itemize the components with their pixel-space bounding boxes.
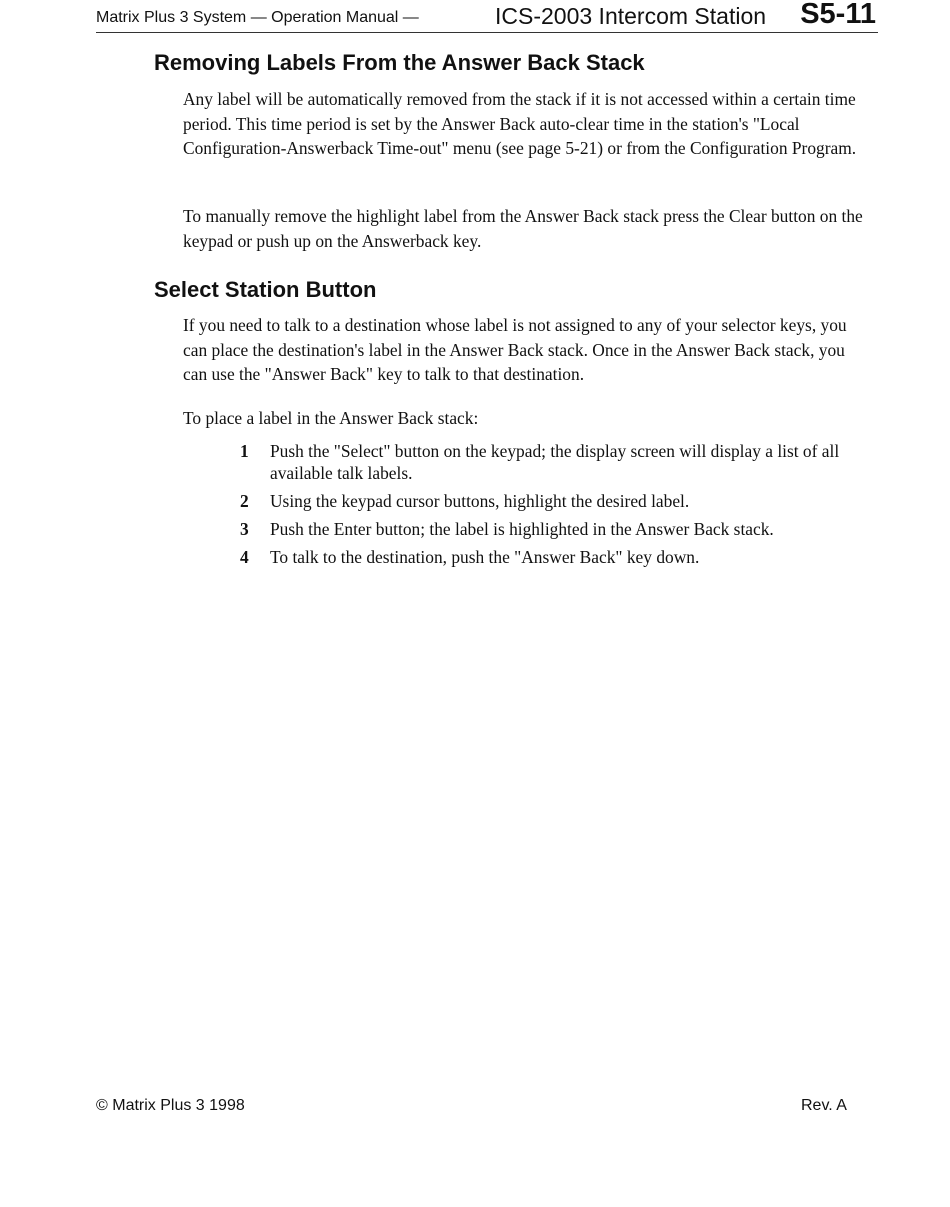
step-text: To talk to the destination, push the "Answer Back" key down. xyxy=(270,547,700,567)
step-text: Push the Enter button; the label is highlighted in the Answer Back stack. xyxy=(270,519,774,539)
paragraph-select-station-intro: If you need to talk to a destination whose label is not assigned to any of your selector keys, you can place the destination's label in the Answer Back stack. Once in the Answer Back stack, you can use the "Answer Back" key to talk to that destination. xyxy=(183,315,847,384)
footer-copyright: © Matrix Plus 3 1998 xyxy=(96,1097,245,1114)
page-number: S5-11 xyxy=(800,0,876,30)
steps-list xyxy=(240,440,870,574)
section-heading-removing-labels: Removing Labels From the Answer Back Stack xyxy=(154,50,645,75)
step-text: Push the "Select" button on the keypad; the display screen will display a list of all available talk labels. xyxy=(270,441,840,483)
step-item xyxy=(240,440,870,484)
paragraph-manual-removal: To manually remove the highlight label from the Answer Back stack press the Clear button on the keypad or push up on the Answerback key. xyxy=(183,206,863,251)
page-header xyxy=(96,0,878,33)
step-number: 3 xyxy=(240,519,249,539)
chapter-title: ICS-2003 Intercom Station xyxy=(495,3,767,29)
step-item xyxy=(240,546,870,568)
step-item xyxy=(240,490,870,512)
step-item xyxy=(240,518,870,540)
step-number: 2 xyxy=(240,491,249,511)
manual-title: Matrix Plus 3 System — Operation Manual — xyxy=(96,9,419,26)
section-heading-select-station: Select Station Button xyxy=(154,277,377,302)
footer-revision: Rev. A xyxy=(801,1097,847,1114)
step-number: 1 xyxy=(240,441,249,461)
step-text: Using the keypad cursor buttons, highlight the desired label. xyxy=(270,491,690,511)
step-number: 4 xyxy=(240,547,249,567)
paragraph-auto-removal: Any label will be automatically removed from the stack if it is not accessed within a certain time period. This time period is set by the Answer Back auto-clear time in the station's "Local Configuration-Answerback Time-out" menu (see page 5-21) or from the Configuration Program. xyxy=(183,89,857,158)
paragraph-place-label-intro: To place a label in the Answer Back stack: xyxy=(183,408,479,428)
